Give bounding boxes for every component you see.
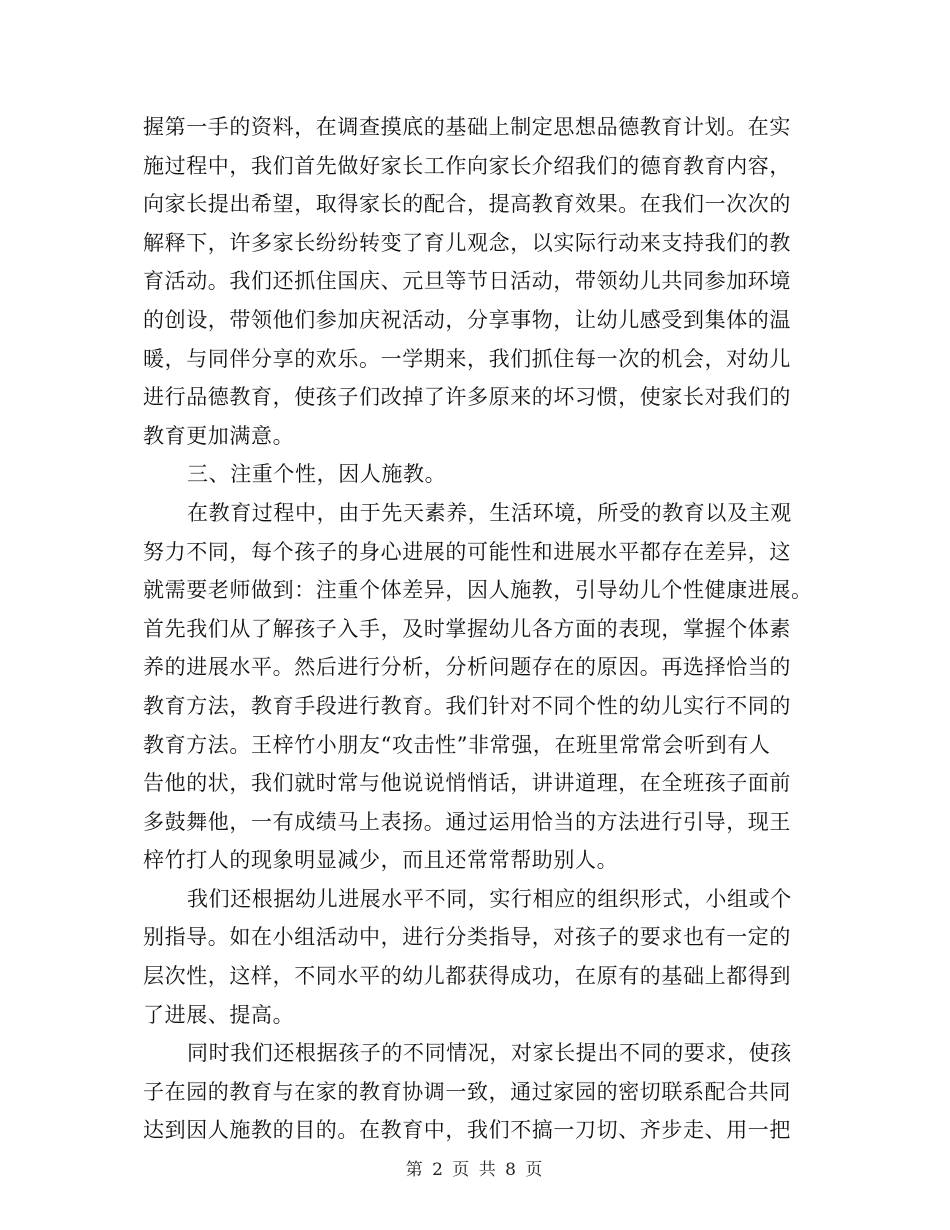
body-line: 施过程中，我们首先做好家长工作向家长介绍我们的德育教育内容， — [143, 153, 791, 178]
body-line: 的创设，带领他们参加庆祝活动，分享事物，让幼儿感受到集体的温 — [143, 307, 791, 332]
section-heading: 三、注重个性，因人施教。 — [187, 462, 447, 487]
body-line: 教育方法，教育手段进行教育。我们针对不同个性的幼儿实行不同的 — [143, 693, 791, 718]
body-line: 握第一手的资料，在调查摸底的基础上制定思想品德教育计划。在实 — [143, 115, 791, 139]
body-line: 梓竹打人的现象明显减少，而且还常常帮助别人。 — [143, 848, 619, 873]
body-line: 达到因人施教的目的。在教育中，我们不搞一刀切、齐步走、用一把 — [143, 1118, 791, 1143]
body-line: 进行品德教育，使孩子们改掉了许多原来的坏习惯，使家长对我们的 — [143, 385, 791, 410]
body-line: 养的进展水平。然后进行分析，分析问题存在的原因。再选择恰当的 — [143, 655, 791, 680]
body-line: 了进展、提高。 — [143, 1002, 295, 1027]
body-line: 告他的状，我们就时常与他说说悄悄话，讲讲道理，在全班孩子面前 — [143, 771, 791, 796]
body-line: 同时我们还根据孩子的不同情况，对家长提出不同的要求，使孩 — [187, 1041, 792, 1066]
body-line: 教育更加满意。 — [143, 423, 295, 448]
body-line: 多鼓舞他，一有成绩马上表扬。通过运用恰当的方法进行引导，现王 — [143, 809, 791, 834]
body-line: 首先我们从了解孩子入手，及时掌握幼儿各方面的表现，掌握个体素 — [143, 616, 791, 641]
body-line: 解释下，许多家长纷纷转变了育儿观念，以实际行动来支持我们的教 — [143, 230, 791, 255]
body-line: 育活动。我们还抓住国庆、元旦等节日活动，带领幼儿共同参加环境 — [143, 269, 791, 294]
body-line: 就需要老师做到：注重个体差异，因人施教，引导幼儿个性健康进展。 — [143, 578, 813, 603]
body-line: 向家长提出希望，取得家长的配合，提高教育效果。在我们一次次的 — [143, 192, 791, 217]
body-line: 暖，与同伴分享的欢乐。一学期来，我们抓住每一次的机会，对幼儿 — [143, 346, 791, 371]
body-line: 别指导。如在小组活动中，进行分类指导，对孩子的要求也有一定的 — [143, 925, 791, 950]
body-line: 教育方法。王梓竹小朋友“攻击性”非常强，在班里常常会听到有人 — [143, 732, 771, 757]
body-line: 在教育过程中，由于先天素养，生活环境，所受的教育以及主观 — [187, 500, 792, 525]
page-footer: 第 2 页 共 8 页 — [405, 1160, 545, 1180]
document-body — [143, 108, 813, 1150]
body-line: 层次性，这样，不同水平的幼儿都获得成功，在原有的基础上都得到 — [143, 964, 791, 989]
body-line: 努力不同，每个孩子的身心进展的可能性和进展水平都存在差异，这 — [143, 539, 791, 564]
body-line: 子在园的教育与在家的教育协调一致，通过家园的密切联系配合共同 — [143, 1079, 791, 1104]
body-line: 我们还根据幼儿进展水平不同，实行相应的组织形式，小组或个 — [187, 886, 792, 911]
